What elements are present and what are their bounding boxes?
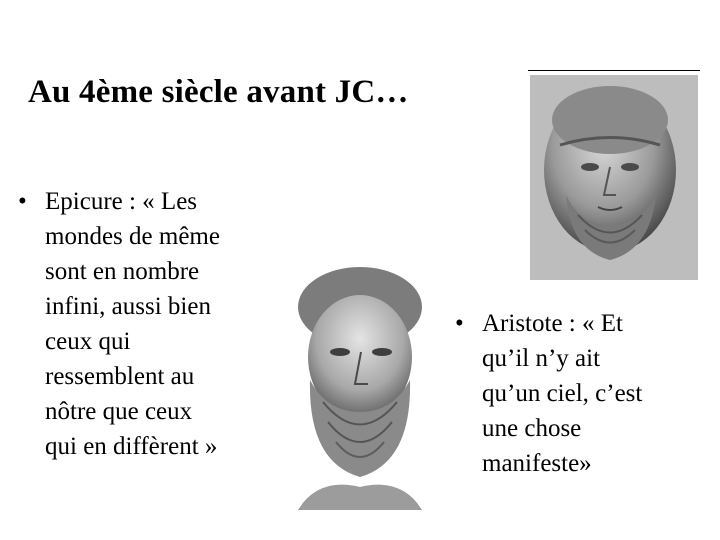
bullet-line: sont en nombre	[45, 258, 200, 285]
bullet-line: une chose	[482, 415, 582, 442]
bullet-line: qu’un ciel, c’est	[482, 380, 643, 407]
bullet-line: ressemblent au	[45, 363, 195, 390]
bullet-line: qui en diffèrent »	[45, 433, 218, 460]
bullet-line: mondes de même	[45, 223, 220, 250]
bullet-line: qu’il n’y ait	[482, 345, 601, 372]
bullet-line: Aristote : « Et	[482, 310, 623, 337]
bullet-marker: •	[18, 188, 27, 215]
bullet-text	[482, 306, 705, 481]
bullet-marker: •	[455, 310, 464, 337]
epicurus-bust-image	[278, 262, 440, 510]
aristotle-bust-image	[530, 75, 698, 280]
bullet-line: infini, aussi bien	[45, 293, 211, 320]
slide-title: Au 4ème siècle avant JC…	[28, 74, 409, 110]
divider-line	[528, 70, 700, 71]
bullet-epicure	[18, 184, 288, 464]
bullet-line: nôtre que ceux	[45, 398, 193, 425]
bullet-line: manifeste»	[482, 450, 592, 477]
bullet-aristote	[455, 306, 705, 481]
bullet-line: ceux qui	[45, 328, 131, 355]
bullet-line: Epicure : « Les	[45, 188, 198, 215]
bullet-text	[45, 184, 288, 464]
